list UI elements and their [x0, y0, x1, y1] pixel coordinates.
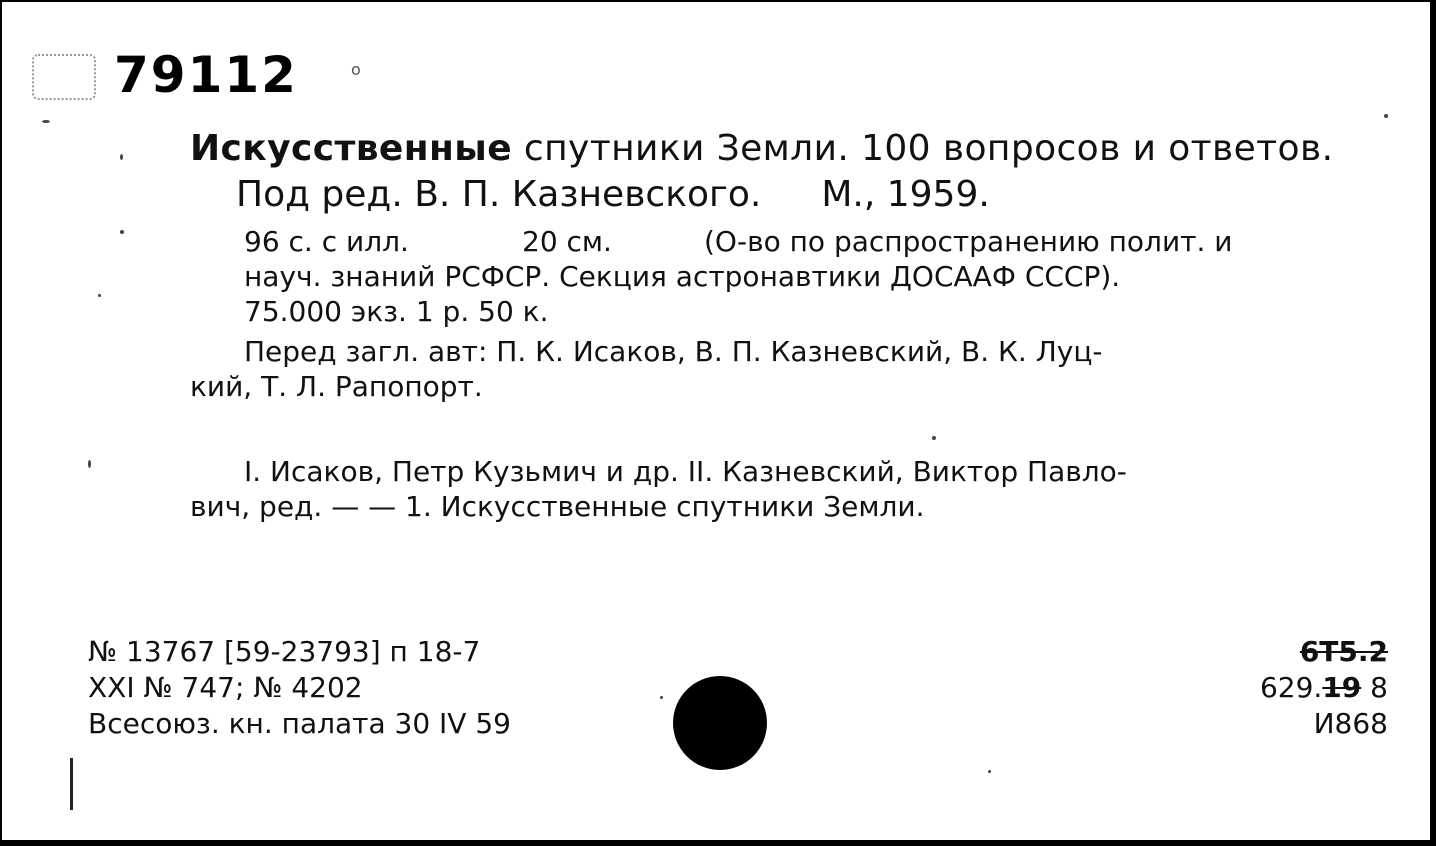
class-suffix: 8: [1370, 671, 1388, 704]
pencil-stroke: [70, 758, 73, 810]
class-number: [1248, 670, 1388, 706]
struck-class-suffix: 19: [1322, 671, 1362, 704]
description-line-1: [244, 224, 1232, 259]
registration-block: [88, 634, 511, 742]
struck-class-number: 6Т5.2: [1299, 635, 1388, 668]
tracing-line-2: вич, ред. — — 1. Искусственные спутники Земли.: [190, 490, 925, 523]
class-main: 629.: [1259, 671, 1323, 704]
title-bold-word: Искусственные: [190, 128, 513, 169]
speck: [98, 294, 101, 297]
authors-line-1: Перед загл. авт: П. К. Исаков, В. П. Казневский, В. К. Луц-: [244, 335, 1103, 368]
speck: [988, 770, 991, 773]
description-line-3: 75.000 экз. 1 р. 50 к.: [244, 295, 549, 328]
catalog-card: [2, 2, 1430, 840]
speck: [120, 230, 124, 234]
authors-note: [190, 334, 1102, 404]
publication-line: [236, 174, 990, 215]
speck: [88, 460, 91, 468]
speck: [932, 436, 936, 440]
speck: [660, 696, 663, 699]
faint-stamp-mark: [32, 54, 96, 100]
classification-block: [1248, 634, 1388, 742]
pages-illustrations: 96 с. с илл.: [244, 225, 409, 258]
series-note-start: (О-во по распространению полит. и: [704, 225, 1233, 258]
registration-line-3: Всесоюз. кн. палата 30 IV 59: [88, 707, 511, 740]
imprint: М., 1959.: [821, 174, 990, 215]
book-title: [190, 128, 1333, 169]
speck: [1384, 114, 1388, 118]
authors-line-2: кий, Т. Л. Рапопорт.: [190, 370, 483, 403]
description-line-2: науч. знаний РСФСР. Секция астронавтики ДОСААФ СССР).: [244, 260, 1121, 293]
speck: [42, 120, 50, 123]
tracing-entries: [190, 454, 1127, 524]
registration-line-1: № 13767 [59-23793] п 18-7: [88, 635, 481, 668]
punch-hole: [673, 676, 767, 770]
small-pencil-mark: o: [351, 60, 361, 79]
registration-line-2: XXI № 747; № 4202: [88, 671, 363, 704]
tracing-line-1: I. Исаков, Петр Кузьмич и др. II. Казневский, Виктор Павло-: [244, 455, 1127, 488]
call-number: И868: [1313, 707, 1388, 740]
physical-description: [244, 224, 1232, 329]
book-size: 20 см.: [522, 225, 612, 258]
speck: [120, 154, 123, 160]
handwritten-inventory-number: 79112: [114, 46, 298, 104]
editor-statement: Под ред. В. П. Казневского.: [236, 174, 762, 215]
title-rest: спутники Земли. 100 вопросов и ответов.: [512, 128, 1334, 169]
